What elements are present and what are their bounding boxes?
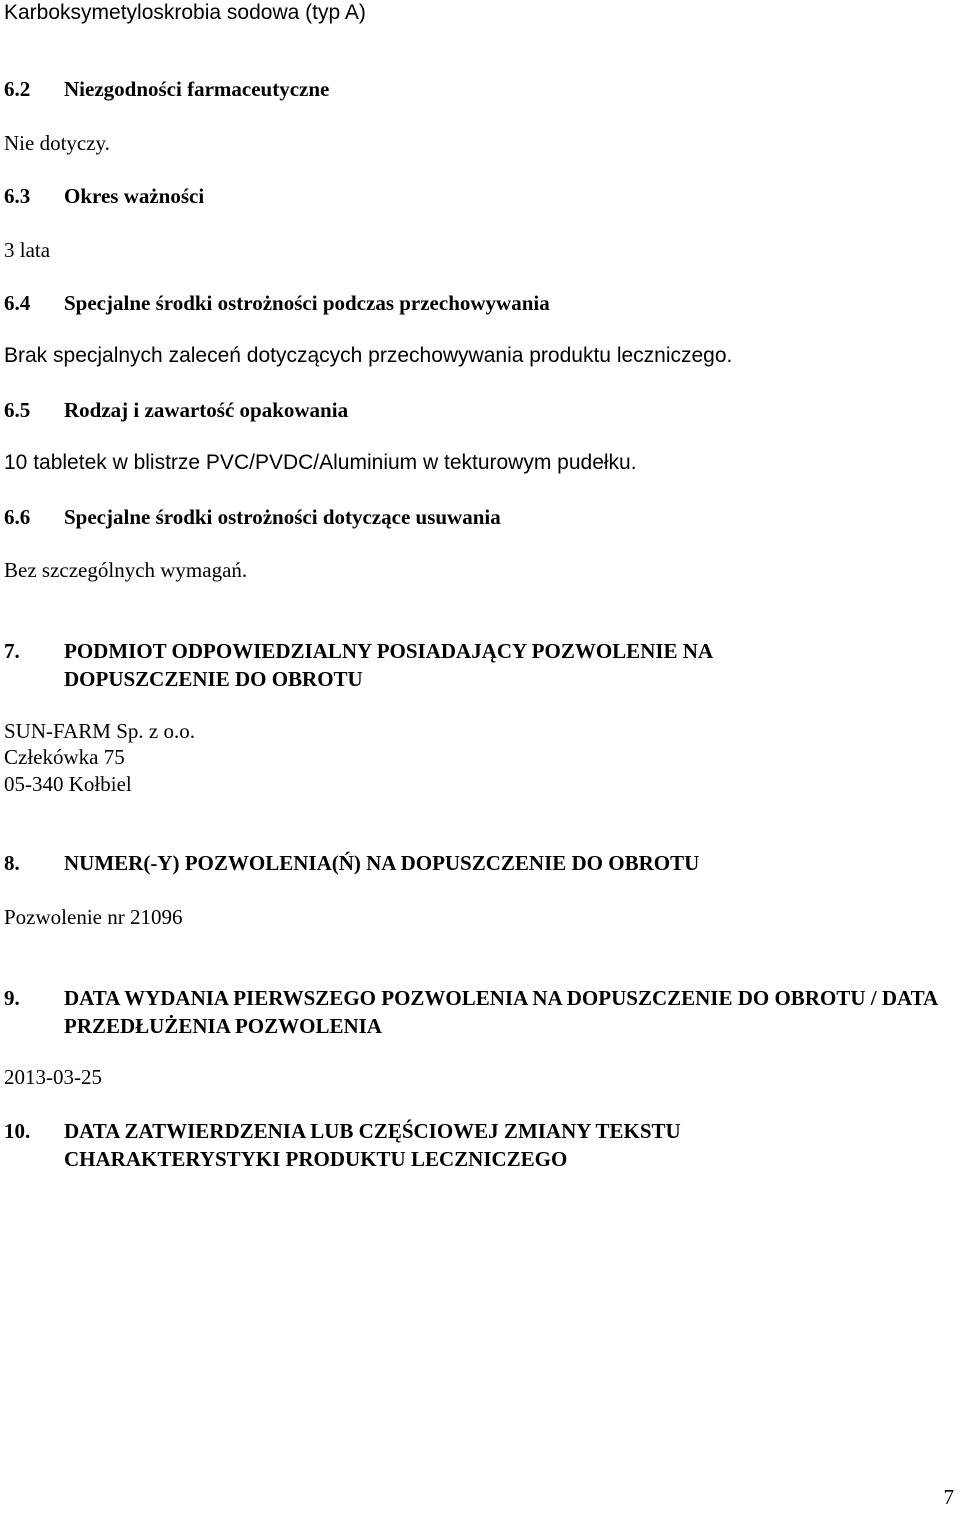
section-title: Specjalne środki ostrożności dotyczące usuwania [64, 505, 501, 529]
section-title: Specjalne środki ostrożności podczas przechowywania [64, 291, 550, 315]
company-street: Człekówka 75 [4, 745, 125, 769]
section-7-heading [4, 637, 804, 693]
section-6-6-heading [4, 504, 501, 530]
section-number: 6.6 [4, 505, 31, 529]
section-number: 6.5 [4, 398, 31, 422]
section-title: DATA WYDANIA PIERWSZEGO POZWOLENIA NA DOPUSZCZENIE DO OBROTU / DATA PRZEDŁUŻENIA POZWOLENIA [64, 986, 938, 1038]
section-number: 6.3 [4, 184, 31, 208]
section-title: Rodzaj i zawartość opakowania [64, 398, 349, 422]
section-6-2-body: Nie dotyczy. [4, 131, 110, 155]
section-6-2-heading [4, 76, 329, 102]
section-title: PODMIOT ODPOWIEDZIALNY POSIADAJĄCY POZWOLENIE NA DOPUSZCZENIE DO OBROTU [64, 639, 712, 691]
section-6-5-body: 10 tabletek w blistrze PVC/PVDC/Aluminium w tekturowym pudełku. [4, 451, 637, 474]
section-6-5-heading [4, 397, 348, 423]
section-number: 9. [4, 986, 20, 1010]
section-number: 7. [4, 639, 20, 663]
section-8-heading [4, 850, 699, 876]
section-6-6-body: Bez szczególnych wymagań. [4, 558, 248, 582]
company-name: SUN-FARM Sp. z o.o. [4, 719, 195, 743]
section-number: 6.4 [4, 291, 31, 315]
section-6-4-heading [4, 290, 550, 316]
section-10-heading [4, 1117, 784, 1173]
authorisation-date: 2013-03-25 [4, 1065, 102, 1089]
section-9-heading [4, 984, 960, 1040]
section-number: 10. [4, 1119, 31, 1143]
section-title: Okres ważności [64, 184, 205, 208]
section-6-4-body: Brak specjalnych zaleceń dotyczących przechowywania produktu leczniczego. [4, 344, 733, 367]
section-6-3-body: 3 lata [4, 238, 51, 262]
company-city: 05-340 Kołbiel [4, 772, 132, 796]
page-number: 7 [943, 1485, 954, 1509]
section-title: Niezgodności farmaceutyczne [64, 77, 330, 101]
section-title: DATA ZATWIERDZENIA LUB CZĘŚCIOWEJ ZMIANY TEKSTU CHARAKTERYSTYKI PRODUKTU LECZNICZEGO [64, 1119, 681, 1171]
authorisation-number: Pozwolenie nr 21096 [4, 905, 183, 929]
excipient-line: Karboksymetyloskrobia sodowa (typ A) [4, 1, 366, 24]
section-title: NUMER(-Y) POZWOLENIA(Ń) NA DOPUSZCZENIE DO OBROTU [64, 851, 700, 875]
section-number: 8. [4, 851, 20, 875]
section-number: 6.2 [4, 77, 31, 101]
section-6-3-heading [4, 183, 204, 209]
